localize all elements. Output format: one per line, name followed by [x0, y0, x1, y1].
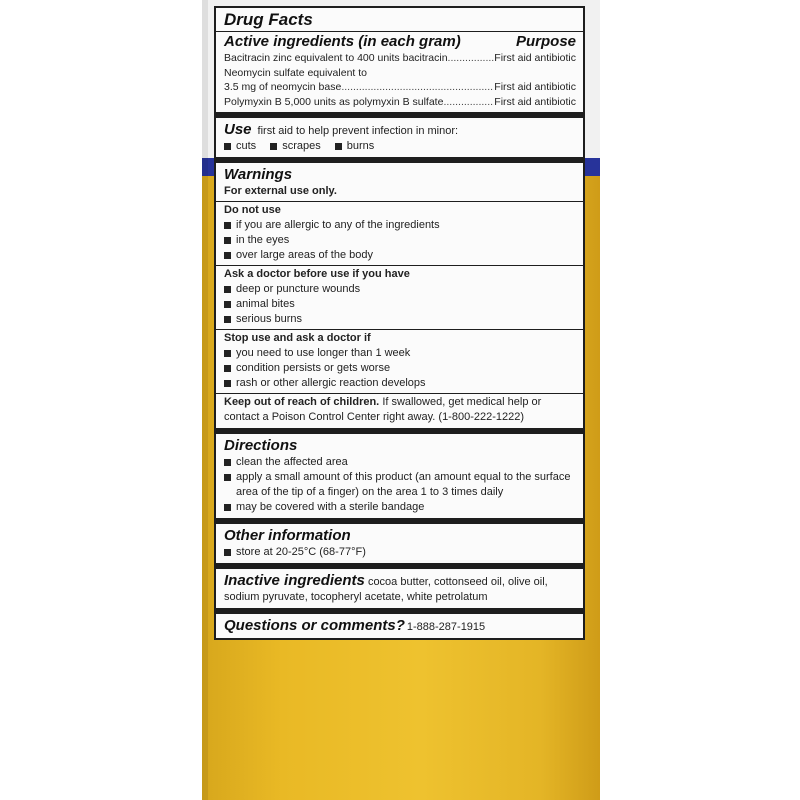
list-item [224, 297, 576, 312]
stop-use-title: Stop use and ask a doctor if [224, 332, 371, 344]
questions-section [216, 614, 583, 638]
list-item-text: apply a small amount of this product (an amount equal to the surface area of the tip of a finger) on the area 1 to 3 times daily [236, 471, 571, 498]
bullet-square-icon [270, 143, 277, 150]
external-use-text: For external use only. [224, 185, 337, 197]
questions-phone: 1-888-287-1915 [406, 621, 486, 633]
ingredient-row [224, 51, 576, 66]
bullet-square-icon [224, 143, 231, 150]
list-item-text: over large areas of the body [236, 249, 373, 261]
ingredient-row [224, 95, 576, 110]
list-item-text: condition persists or gets worse [236, 362, 391, 374]
bullet-square-icon [335, 143, 342, 150]
questions-line [224, 616, 576, 635]
package-edge-shadow [202, 0, 208, 800]
list-item [224, 248, 576, 263]
keep-out-block [216, 393, 583, 425]
list-item [224, 470, 576, 500]
other-info-heading: Other information [224, 527, 351, 544]
use-item [270, 139, 321, 154]
inactive-text: cocoa butter, cottonseed oil, olive oil, sodium pyruvate, tocopheryl acetate, white petrolatum [224, 576, 548, 603]
list-item [224, 500, 576, 515]
warnings-heading: Warnings [224, 166, 293, 183]
use-section [216, 118, 583, 163]
directions-heading: Directions [224, 437, 298, 454]
use-item-label: cuts [236, 140, 257, 152]
list-item-text: you need to use longer than 1 week [236, 347, 411, 359]
drug-facts-panel [214, 6, 585, 640]
active-header-row [216, 31, 583, 51]
ask-doctor-title: Ask a doctor before use if you have [224, 268, 410, 280]
use-text: first aid to help prevent infection in minor: [257, 125, 459, 137]
list-item-text: if you are allergic to any of the ingredients [236, 219, 440, 231]
drug-facts-title: Drug Facts [224, 10, 313, 29]
inactive-paragraph [224, 571, 576, 605]
list-item-text: in the eyes [236, 234, 290, 246]
list-item-text: rash or other allergic reaction develops [236, 377, 426, 389]
list-item [224, 346, 576, 361]
inactive-section [216, 569, 583, 614]
bullet-square-icon [224, 286, 231, 293]
list-item [224, 282, 576, 297]
bullet-square-icon [224, 504, 231, 511]
do-not-use-title: Do not use [224, 204, 281, 216]
active-ingredients-section [216, 8, 583, 118]
leader-dots [443, 95, 494, 110]
inactive-heading: Inactive ingredients [224, 572, 365, 589]
ingredient-pre-line: Neomycin sulfate equivalent to [224, 66, 367, 79]
list-item-text: clean the affected area [236, 456, 348, 468]
do-not-use-block [216, 201, 583, 263]
use-line [224, 120, 576, 139]
ingredient-row [224, 80, 576, 95]
bullet-square-icon [224, 380, 231, 387]
list-item [224, 312, 576, 327]
keep-out-text: If swallowed, get medical help or contact a Poison Control Center right away. (1-800-222-1222) [224, 396, 542, 423]
use-heading: Use [224, 121, 252, 138]
list-item-text: may be covered with a sterile bandage [236, 501, 425, 513]
use-item [335, 139, 375, 154]
bullet-square-icon [224, 301, 231, 308]
list-item-text: deep or puncture wounds [236, 283, 361, 295]
bullet-square-icon [224, 474, 231, 481]
list-item-text: serious burns [236, 313, 303, 325]
other-info-section [216, 524, 583, 569]
bullet-square-icon [224, 350, 231, 357]
purpose-heading: Purpose [515, 33, 576, 50]
bullet-square-icon [224, 459, 231, 466]
bullet-square-icon [224, 222, 231, 229]
stop-use-block [216, 329, 583, 391]
bullet-square-icon [224, 365, 231, 372]
list-item [224, 233, 576, 248]
list-item [224, 218, 576, 233]
leader-dots [341, 80, 494, 95]
keep-out-bold: Keep out of reach of children. [224, 396, 380, 408]
ingredient-purpose: First aid antibiotic [494, 81, 576, 93]
bullet-square-icon [224, 237, 231, 244]
list-item [224, 376, 576, 391]
questions-heading: Questions or comments? [224, 617, 405, 634]
bullet-square-icon [224, 252, 231, 259]
use-items [224, 139, 576, 154]
list-item [224, 545, 576, 560]
leader-dots [448, 51, 495, 66]
use-item-label: burns [346, 140, 375, 152]
bullet-square-icon [224, 316, 231, 323]
list-item-text: animal bites [236, 298, 295, 310]
list-item-text: store at 20-25°C (68-77°F) [236, 546, 366, 558]
use-item [224, 139, 256, 154]
warnings-section [216, 163, 583, 434]
ingredient-purpose: First aid antibiotic [494, 95, 576, 108]
list-item [224, 455, 576, 470]
list-item [224, 361, 576, 376]
ingredient-name: Bacitracin zinc equivalent to 400 units bacitracin [224, 52, 448, 64]
use-item-label: scrapes [282, 140, 321, 152]
active-ingredients-heading: Active ingredients (in each gram) [224, 33, 461, 50]
directions-section [216, 434, 583, 524]
ask-doctor-block [216, 265, 583, 327]
bullet-square-icon [224, 549, 231, 556]
ingredient-name: Polymyxin B 5,000 units as polymyxin B sulfate [224, 95, 444, 108]
ingredient-name: 3.5 mg of neomycin base [224, 81, 342, 93]
ingredient-purpose: First aid antibiotic [494, 52, 576, 64]
